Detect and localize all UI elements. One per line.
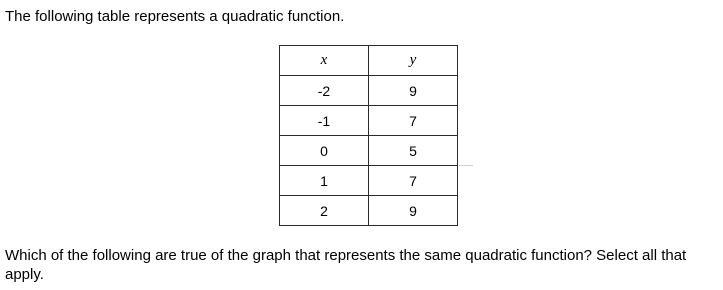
y-cell: 9 xyxy=(369,196,458,226)
x-cell: 1 xyxy=(280,166,369,196)
intro-text: The following table represents a quadratic function. xyxy=(5,8,345,25)
table-row xyxy=(280,196,458,226)
y-cell: 9 xyxy=(369,76,458,106)
divider-line xyxy=(459,165,473,166)
table-row xyxy=(280,76,458,106)
table-row xyxy=(280,106,458,136)
x-cell: -1 xyxy=(280,106,369,136)
question-text: Which of the following are true of the graph that represents the same quadratic function? Select all that apply. xyxy=(5,247,687,283)
x-cell: -2 xyxy=(280,76,369,106)
column-header-y: y xyxy=(369,46,458,76)
x-cell: 0 xyxy=(280,136,369,166)
table-header-row xyxy=(280,46,458,76)
x-cell: 2 xyxy=(280,196,369,226)
y-cell: 5 xyxy=(369,136,458,166)
y-cell: 7 xyxy=(369,106,458,136)
table-row xyxy=(280,166,458,196)
column-header-x: x xyxy=(280,46,369,76)
y-cell: 7 xyxy=(369,166,458,196)
function-table xyxy=(279,45,458,226)
table-row xyxy=(280,136,458,166)
